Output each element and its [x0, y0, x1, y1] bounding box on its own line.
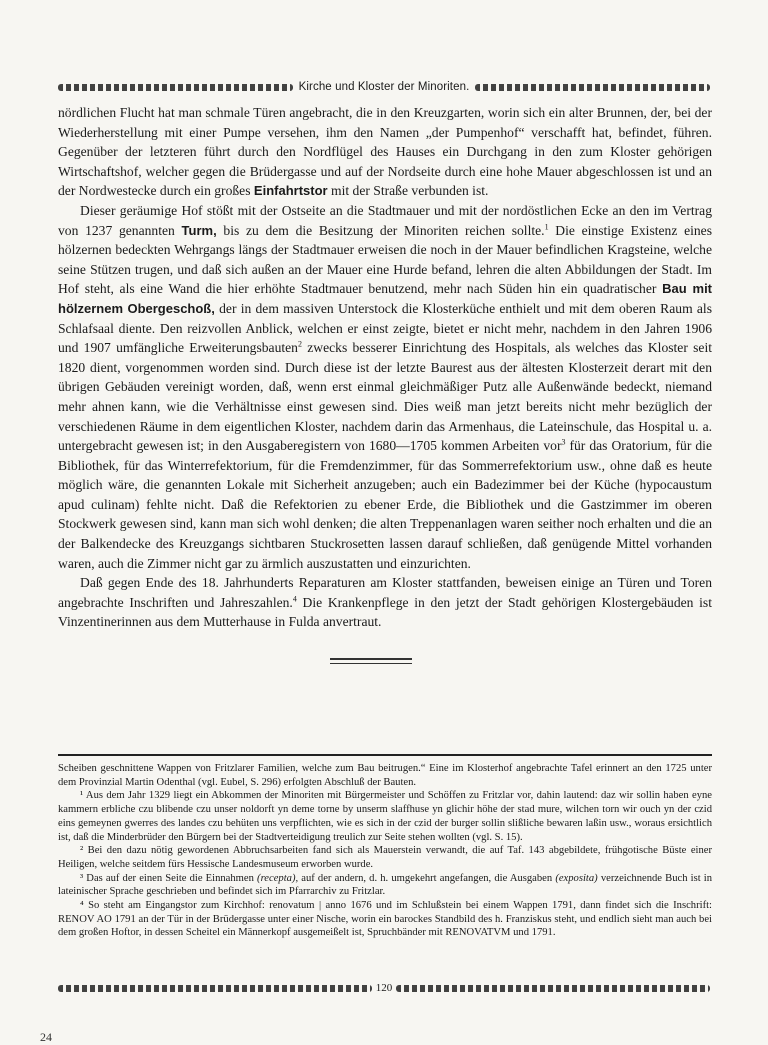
- footnote-continuation: Scheiben geschnittene Wappen von Fritzlarer Familien, welche zum Bau beitrugen.“ Eine im Klosterhof angebrachte Tafel erinnert an den 1725 unter dem Provinzial Martin Odenthal (vgl. Eubel, S. 296) erfolgten Abschluß der Bauten.: [58, 763, 712, 788]
- footnote-3: ³ Das auf der einen Seite die Einnahmen (recepta), auf der andern, d. h. umgekehrt angefangen, die Ausgaben (exposita) verzeichnende Buch ist in lateinischer Sprache geschrieben und befindet sich im Pfarrarchiv zu Fritzlar.: [58, 872, 713, 898]
- bold-term-einfahrtstor: Einfahrtstor: [253, 183, 328, 199]
- footnote-rule: [58, 754, 712, 756]
- section-divider: [330, 658, 412, 667]
- paragraph-3: Daß gegen Ende des 18. Jahrhunderts Reparaturen am Kloster stattfanden, beweisen einige an Türen und Toren angebrachte Inschriften und Jahreszahlen.$^4$ Die Krankenpflege in den jetzt der Stadt gehörigen Klostergebäuden ist Vinzentinerinnen aus dem Mutterhause in Fulda anvertraut.: [58, 575, 713, 630]
- footnote-ref-3: 3: [561, 437, 566, 447]
- header-ornament-right: [475, 84, 710, 91]
- bold-term-bau: Bau mit hölzernem Obergeschoß,: [58, 281, 713, 316]
- running-header: [58, 78, 710, 96]
- footnote-4: ⁴ So steht am Eingangstor zum Kirchhof: renovatum | anno 1676 und im Schlußstein bei einem Wappen 1791, dann findet sich die Inschrift: RENOV AO 1791 an der Tür in der Brüdergasse unter einer Nische, worin ein barockes Standbild des h. Franziskus steht, und endlich sieht man auch bei dem großen Hoftor, in dessen Scheitel ein Männerkopf ausgemeißelt ist, Spruchbänder mit RENOVATVM und 1791.: [58, 900, 712, 939]
- footer-ornament-right: [396, 985, 710, 992]
- main-text: [58, 103, 712, 632]
- header-ornament-left: [58, 84, 293, 91]
- paragraph-2: Dieser geräumige Hof stößt mit der Ostseite an die Stadtmauer und mit der nordöstlichen Ecke an den im Vertrag von 1237 genannten Turm, bis zu dem die Besitzung der Minoriten reichen sollte.$^1$ Die einstige Existenz eines hölzernen bedeckten Wehrgangs längs der Stadtmauer erweisen die noch in der Mauer befindlichen Kragsteine, welche seine Stützen trugen, und daß sich außen an der Mauer eine Hurde befand, lehren die alten Abbildungen der Stadt. Im Hof steht, als eine Wand die hier erhöhte Stadtmauer benutzend, mehr nach Süden hin ein quadratischer Bau mit hölzernem Obergeschoß, der in dem massiven Unterstock die Klosterküche enthielt und mit dem oberen Raum als Schlafsaal diente. Den reizvollen Anblick, welchen er einst zeigte, bietet er nicht mehr, nachdem in den Jahren 1906 und 1907 umfängliche Erweiterungsbauten$^2$ zwecks besserer Einrichtung des Hospitals, als welches das Kloster seit 1820 dient, vorgenommen worden sind. Durch diese ist der letzte Baurest aus der ältesten Klosterzeit derart mit den übrigen Gebäuden vereinigt worden, daß, wenn erst einmal gleichmäßiger Putz alle Außenwände bedeckt, niemand mehr ahnen kann, wie die Verhältnisse einst gewesen sind. Dies weiß man jetzt bereits nicht mehr bezüglich der verschiedenen Räume in dem eigentlichen Kloster, nachdem darin das Armenhaus, die Lateinschule, das Hospital u. a. untergebracht gewesen ist; in den Ausgaberegistern von 1680—1705 kommen Arbeiten vor$^3$ für das Oratorium, für die Bibliothek, für das Winterrefektorium, für die Fremdenzimmer, für das Sommerrefektorium usw., ohne daß es heute möglich wäre, die genannten Lokale mit Sicherheit anzugeben; auch ein Badezimmer bei der Küche (hypocaustum apud culinam) fehlte nicht. Daß die Refektorien zu ebener Erde, die Bibliothek und die Gastzimmer im oberen Stockwerk gewesen sind, kann man sich wohl denken; die alten Treppenanlagen waren seither noch erhalten und die an der Balkendecke des Kreuzgangs sichtbaren Stuckrosetten lassen darauf schließen, daß genügende Mittel vorhanden waren, auch die Zimmer nicht gar zu ärmlich auszustatten und einzurichten.: [58, 202, 713, 571]
- page-number: 120: [375, 982, 393, 994]
- footnote-1: ¹ Aus dem Jahr 1329 liegt ein Abkommen der Minoriten mit Bürgermeister und Schöffen zu Fritzlar vor, dahin lautend: daz wir sollin haben eyne kammern erbliche czu blibende czu unser noldorft yn deme torne by unserm slaffhuse yn glichir höhe der stad mure, wilchen torn wir ouch yn der czid eins gemeynen gwerres des landes czu behüten uns verpflichten, wie es sich in der czid der burger sollin slißliche bewaren laßin usw., woraus ersichtlich ist, daß die Minderbrüder den Bürgern bei der Stadtverteidigung treulich zur Seite stehen wollten (vgl. S. 15).: [58, 790, 712, 843]
- paragraph-1: nördlichen Flucht hat man schmale Türen angebracht, die in den Kreuzgarten, worin sich ein alter Brunnen, der, bei der Wiederherstellung mit einer Pumpe versehen, ihm den Namen „der Pumpenhof“ verschafft hat, befindet, führen. Gegenüber der letzteren führt durch den Nordflügel des Hauses ein Durchgang in den zum Kloster gehörigen Wirtschaftshof, welcher gegen die Brüdergasse und auf der Nordseite durch eine hohe Mauer abgeschlossen ist und an der Nordwestecke durch ein großes Einfahrtstor mit der Straße verbunden ist.: [58, 105, 712, 199]
- footnote-ref-4: 4: [292, 594, 297, 604]
- bold-term-turm: Turm,: [181, 222, 217, 238]
- footnote-2: ² Bei den dazu nötig gewordenen Abbruchsarbeiten fand sich als Mauerstein verwandt, die auf Taf. 143 abgebildete, frühgotische Büste einer Heiligen, welche seitdem fürs Hessische Landesmuseum erworben wurde.: [58, 845, 712, 870]
- footer-ornament-left: [58, 985, 372, 992]
- footnotes: [58, 762, 712, 940]
- page-footer: [58, 981, 710, 995]
- signature-mark: 24: [40, 1030, 52, 1044]
- footnote-ref-2: 2: [297, 339, 302, 349]
- running-title: Kirche und Kloster der Minoriten.: [298, 81, 470, 93]
- footnote-ref-1: 1: [544, 222, 549, 232]
